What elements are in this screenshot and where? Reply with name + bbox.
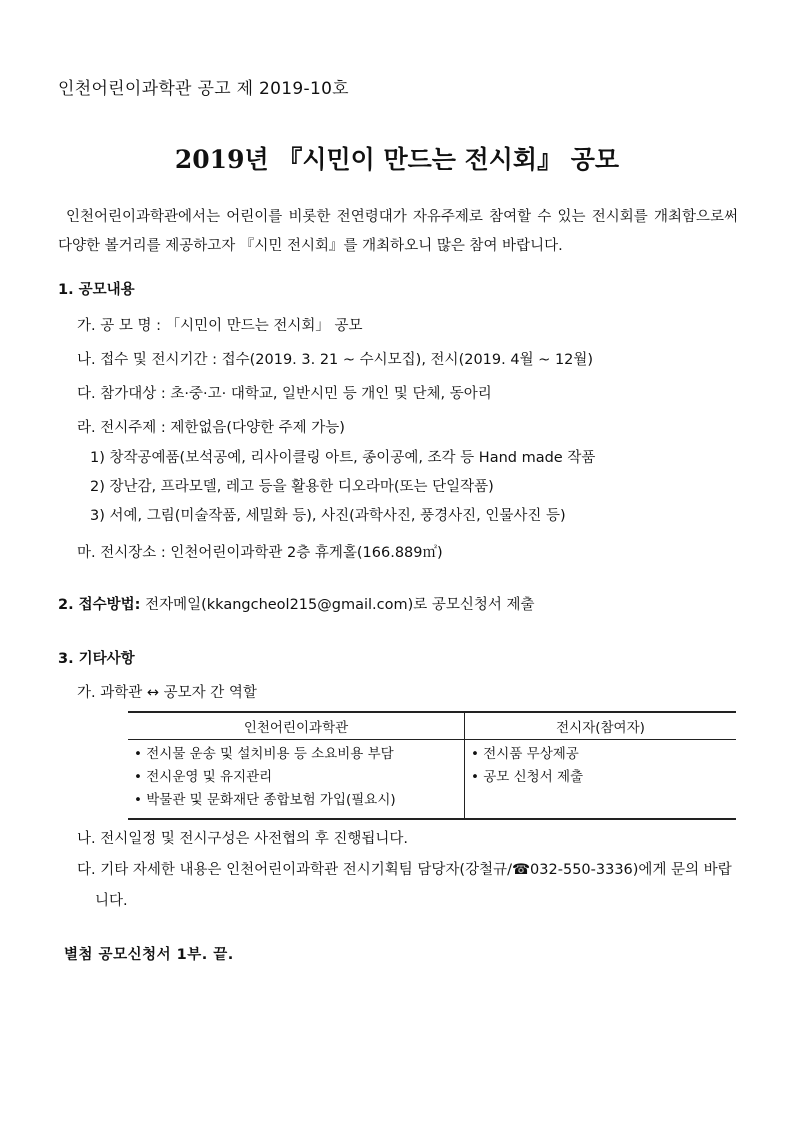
list-item: • 전시품 무상제공 [471, 743, 736, 766]
section-2-heading: 2. 접수방법: [58, 597, 141, 613]
section-1-subitem-2: 2) 장난감, 프라모델, 레고 등을 활용한 디오라마(또는 단일작품) [90, 479, 494, 495]
exhibitor-duties-cell [465, 740, 737, 820]
list-item: • 전시운영 및 유지관리 [134, 766, 464, 789]
section-3-item-a: 가. 과학관 ↔ 공모자 간 역할 [77, 685, 257, 701]
section-3-item-b: 나. 전시일정 및 전시구성은 사전협의 후 진행됩니다. [77, 831, 409, 847]
page-title: 2019년 『시민이 만드는 전시회』 공모 [174, 145, 620, 174]
list-item: • 박물관 및 문화재단 종합보험 가입(필요시) [134, 789, 464, 812]
section-3-item-c-text: 다. 기타 자세한 내용은 인천어린이과학관 전시기획팀 담당자(강철규/☎032-550-3336)에게 문의 바랍니다. [77, 862, 732, 909]
section-3-heading: 3. 기타사항 [58, 651, 135, 667]
section-1-heading: 1. 공모내용 [58, 282, 135, 298]
notice-number: 인천어린이과학관 공고 제 2019-10호 [58, 79, 349, 99]
section-1-item-a: 가. 공 모 명 : 「시민이 만드는 전시회」 공모 [77, 318, 363, 334]
roles-table [128, 711, 736, 820]
list-item: • 공모 신청서 제출 [471, 766, 736, 789]
museum-duties-cell [128, 740, 465, 820]
section-1-subitem-1: 1) 창작공예품(보석공예, 리사이클링 아트, 종이공예, 조각 등 Hand made 작품 [90, 450, 596, 466]
section-2-text: 전자메일(kkangcheol215@gmail.com)로 공모신청서 제출 [140, 597, 535, 613]
table-header-museum: 인천어린이과학관 [128, 712, 465, 740]
section-2 [58, 593, 535, 614]
section-3-item-c [77, 855, 737, 917]
section-1-subitem-3: 3) 서예, 그림(미술작품, 세밀화 등), 사진(과학사진, 풍경사진, 인물사진 등) [90, 508, 566, 524]
section-1-item-c: 다. 참가대상 : 초·중·고· 대학교, 일반시민 등 개인 및 단체, 동아리 [77, 386, 492, 402]
attachment-note: 별첨 공모신청서 1부. 끝. [64, 947, 234, 963]
section-1-item-e: 마. 전시장소 : 인천어린이과학관 2층 휴게홀(166.889㎡) [77, 545, 443, 561]
list-item: • 전시물 운송 및 설치비용 등 소요비용 부담 [134, 743, 464, 766]
section-1-item-d: 라. 전시주제 : 제한없음(다양한 주제 가능) [77, 420, 345, 436]
table-header-exhibitor: 전시자(참여자) [465, 712, 737, 740]
intro-paragraph: 인천어린이과학관에서는 어린이를 비롯한 전연령대가 자유주제로 참여할 수 있는 전시회를 개최함으로써 다양한 볼거리를 제공하고자 『시민 전시회』를 개최하오니 많은 참여 바랍니다. [58, 209, 738, 254]
table-row [128, 740, 736, 820]
section-1-item-b: 나. 접수 및 전시기간 : 접수(2019. 3. 21 ~ 수시모집), 전시(2019. 4월 ~ 12월) [77, 352, 594, 368]
